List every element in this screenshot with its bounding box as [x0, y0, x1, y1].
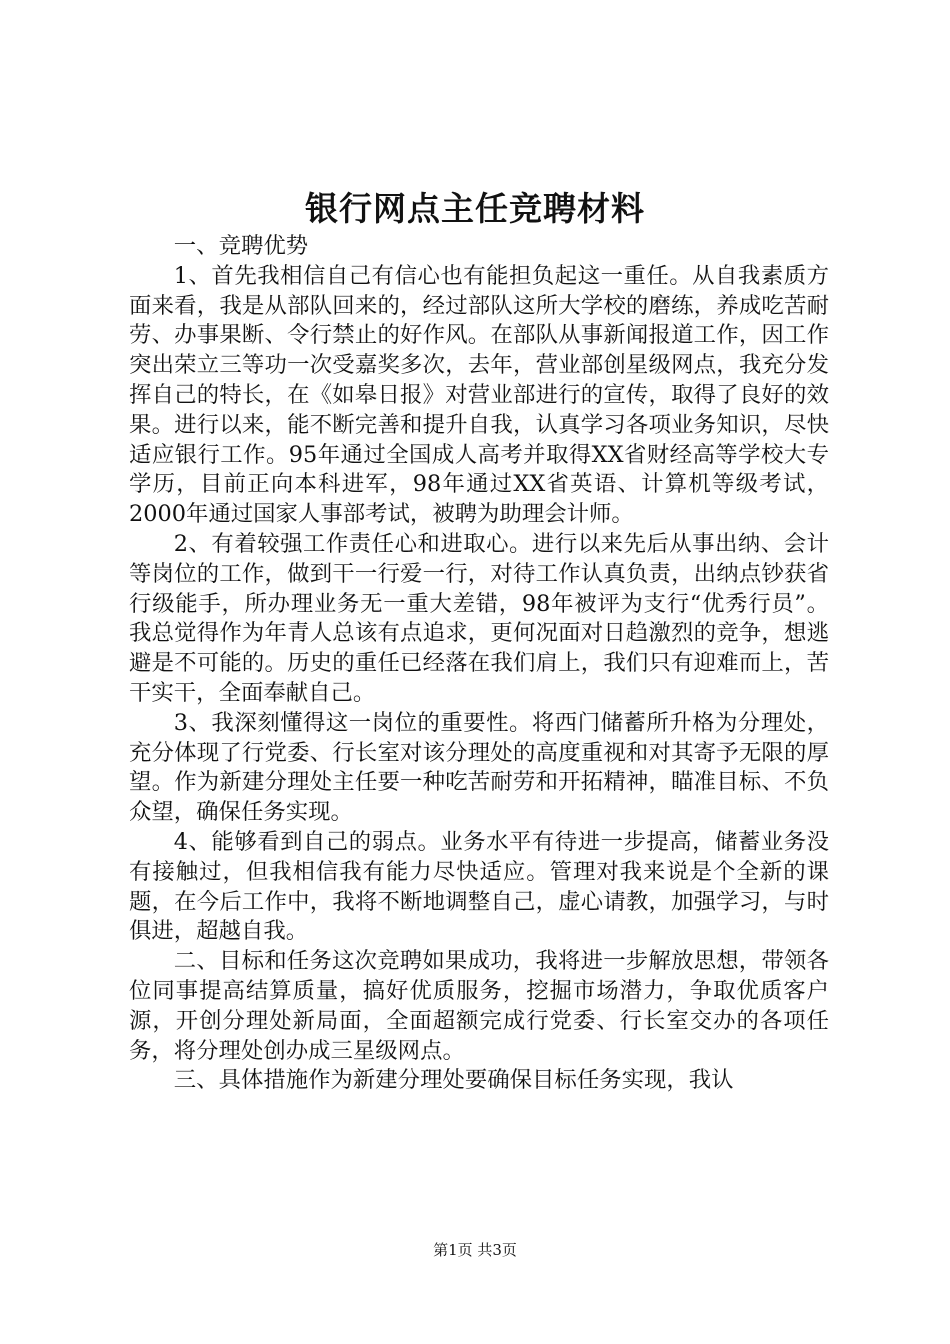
paragraph-measures: 三、具体措施作为新建分理处要确保目标任务实现，我认 [173, 1067, 734, 1094]
paragraph-advantage-4: 4、能够看到自己的弱点。业务水平有待进一步提高，储蓄业务没有接触过，但我相信我有能力尽快适应。管理对我来说是个全新的课题，在今后工作中，我将不断地调整自己，虚心请教，加强学习，与时俱进，超越自我。 [129, 828, 829, 945]
document-title: 银行网点主任竞聘材料 [305, 189, 645, 228]
paragraph-advantage-2: 2、有着较强工作责任心和进取心。进行以来先后从事出纳、会计等岗位的工作，做到干一行爱一行，对待工作认真负责，出纳点钞获省行级能手，所办理业务无一重大差错，98年被评为支行“优秀行员”。我总觉得作为年青人总该有点追求，更何况面对日趋激烈的竞争，想逃避是不可能的。历史的重任已经落在我们肩上，我们只有迎难而上，苦干实干，全面奉献自己。 [129, 530, 829, 706]
document-body [129, 232, 829, 1096]
paragraph-advantage-3: 3、我深刻懂得这一岗位的重要性。将西门储蓄所升格为分理处，充分体现了行党委、行长室对该分理处的高度重视和对其寄予无限的厚望。作为新建分理处主任要一种吃苦耐劳和开拓精神，瞄准目标、不负众望，确保任务实现。 [129, 709, 829, 826]
page-footer: 第1页 共3页 [433, 1241, 517, 1259]
section-heading-advantages: 一、竞聘优势 [173, 233, 309, 259]
paragraph-advantage-1: 1、首先我相信自己有信心也有能担负起这一重任。从自我素质方面来看，我是从部队回来的，经过部队这所大学校的磨练，养成吃苦耐劳、办事果断、令行禁止的好作风。在部队从事新闻报道工作，因工作突出荣立三等功一次受嘉奖多次，去年，营业部创星级网点，我充分发挥自己的特长，在《如皋日报》对营业部进行的宣传，取得了良好的效果。进行以来，能不断完善和提升自我，认真学习各项业务知识，尽快适应银行工作。95年通过全国成人高考并取得XX省财经高等学校大专学历，目前正向本科进军，98年通过XX省英语、计算机等级考试，2000年通过国家人事部考试，被聘为助理会计师。 [129, 262, 829, 528]
paragraph-goals: 二、目标和任务这次竞聘如果成功，我将进一步解放思想，带领各位同事提高结算质量，搞好优质服务，挖掘市场潜力，争取优质客户源，开创分理处新局面，全面超额完成行党委、行长室交办的各项任务，将分理处创办成三星级网点。 [129, 948, 829, 1064]
